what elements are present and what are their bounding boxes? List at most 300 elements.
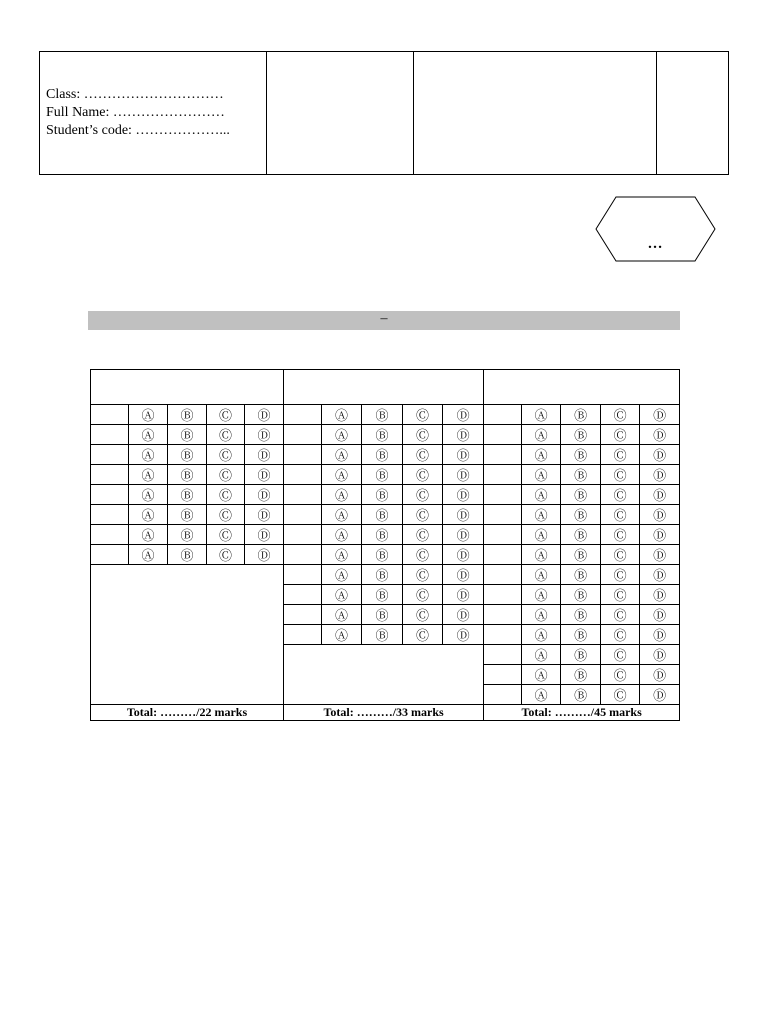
option-cell bbox=[403, 505, 443, 525]
question-number-cell bbox=[484, 445, 522, 465]
option-cell bbox=[443, 405, 484, 425]
option-cell bbox=[640, 645, 680, 665]
option-cell bbox=[322, 585, 362, 605]
bubble-b-icon[interactable]: Ⓑ bbox=[574, 489, 588, 504]
bubble-d-icon[interactable]: Ⓓ bbox=[456, 549, 470, 564]
answer-row bbox=[91, 525, 680, 545]
option-cell bbox=[362, 545, 403, 565]
bubble-b-icon[interactable]: Ⓑ bbox=[574, 449, 588, 464]
bubble-b-icon[interactable]: Ⓑ bbox=[180, 469, 194, 484]
option-cell bbox=[168, 405, 207, 425]
option-cell bbox=[640, 505, 680, 525]
option-cell bbox=[443, 445, 484, 465]
option-cell bbox=[601, 485, 640, 505]
option-cell bbox=[322, 605, 362, 625]
bubble-b-icon[interactable]: Ⓑ bbox=[180, 509, 194, 524]
bubble-b-icon[interactable]: Ⓑ bbox=[574, 409, 588, 424]
bubble-b-icon[interactable]: Ⓑ bbox=[180, 449, 194, 464]
option-cell bbox=[168, 445, 207, 465]
question-number-cell bbox=[91, 505, 129, 525]
option-cell bbox=[168, 525, 207, 545]
bubble-d-icon[interactable]: Ⓓ bbox=[653, 509, 667, 524]
bubble-c-icon[interactable]: Ⓒ bbox=[416, 489, 430, 504]
bubble-d-icon[interactable]: Ⓓ bbox=[653, 669, 667, 684]
bubble-a-icon[interactable]: Ⓐ bbox=[534, 649, 548, 664]
bubble-a-icon[interactable]: Ⓐ bbox=[534, 429, 548, 444]
part-header-row bbox=[91, 370, 680, 405]
bubble-a-icon[interactable]: Ⓐ bbox=[335, 409, 349, 424]
option-cell bbox=[129, 545, 168, 565]
part-3-header bbox=[484, 370, 680, 405]
header-blank-cell-2 bbox=[414, 52, 657, 175]
option-cell bbox=[245, 445, 284, 465]
bubble-c-icon[interactable]: Ⓒ bbox=[218, 469, 232, 484]
bubble-b-icon[interactable]: Ⓑ bbox=[375, 429, 389, 444]
bubble-a-icon[interactable]: Ⓐ bbox=[141, 509, 155, 524]
option-cell bbox=[245, 425, 284, 445]
bubble-a-icon[interactable]: Ⓐ bbox=[534, 609, 548, 624]
bubble-c-icon[interactable]: Ⓒ bbox=[416, 629, 430, 644]
bubble-d-icon[interactable]: Ⓓ bbox=[257, 409, 271, 424]
bubble-a-icon[interactable]: Ⓐ bbox=[335, 589, 349, 604]
question-number-cell bbox=[284, 405, 322, 425]
bubble-b-icon[interactable]: Ⓑ bbox=[375, 489, 389, 504]
bubble-d-icon[interactable]: Ⓓ bbox=[456, 489, 470, 504]
bubble-c-icon[interactable]: Ⓒ bbox=[613, 609, 627, 624]
option-cell bbox=[362, 525, 403, 545]
option-cell bbox=[640, 685, 680, 705]
bubble-b-icon[interactable]: Ⓑ bbox=[574, 509, 588, 524]
option-cell bbox=[561, 665, 601, 685]
bubble-d-icon[interactable]: Ⓓ bbox=[653, 489, 667, 504]
option-cell bbox=[245, 545, 284, 565]
question-number-cell bbox=[284, 485, 322, 505]
bubble-d-icon[interactable]: Ⓓ bbox=[456, 569, 470, 584]
answer-row bbox=[91, 465, 680, 485]
bubble-d-icon[interactable]: Ⓓ bbox=[456, 609, 470, 624]
bubble-a-icon[interactable]: Ⓐ bbox=[534, 629, 548, 644]
bubble-a-icon[interactable]: Ⓐ bbox=[335, 629, 349, 644]
full-name-field[interactable]: Full Name: …………………… bbox=[46, 105, 225, 120]
option-cell bbox=[362, 485, 403, 505]
question-number-cell bbox=[284, 545, 322, 565]
option-cell bbox=[601, 605, 640, 625]
bubble-d-icon[interactable]: Ⓓ bbox=[456, 529, 470, 544]
exam-code-value: … bbox=[647, 236, 664, 252]
bubble-b-icon[interactable]: Ⓑ bbox=[375, 509, 389, 524]
bubble-c-icon[interactable]: Ⓒ bbox=[416, 429, 430, 444]
bubble-d-icon[interactable]: Ⓓ bbox=[257, 429, 271, 444]
option-cell bbox=[129, 445, 168, 465]
option-cell bbox=[168, 505, 207, 525]
option-cell bbox=[403, 565, 443, 585]
bubble-b-icon[interactable]: Ⓑ bbox=[375, 469, 389, 484]
option-cell bbox=[561, 525, 601, 545]
option-cell bbox=[207, 445, 245, 465]
bubble-d-icon[interactable]: Ⓓ bbox=[653, 549, 667, 564]
option-cell bbox=[601, 425, 640, 445]
bubble-c-icon[interactable]: Ⓒ bbox=[218, 429, 232, 444]
option-cell bbox=[207, 545, 245, 565]
bubble-a-icon[interactable]: Ⓐ bbox=[534, 689, 548, 704]
bubble-d-icon[interactable]: Ⓓ bbox=[456, 589, 470, 604]
option-cell bbox=[322, 405, 362, 425]
bubble-d-icon[interactable]: Ⓓ bbox=[456, 409, 470, 424]
bubble-a-icon[interactable]: Ⓐ bbox=[534, 409, 548, 424]
option-cell bbox=[640, 405, 680, 425]
option-cell bbox=[601, 545, 640, 565]
option-cell bbox=[129, 525, 168, 545]
answer-row bbox=[91, 485, 680, 505]
option-cell bbox=[362, 625, 403, 645]
bubble-a-icon[interactable]: Ⓐ bbox=[335, 609, 349, 624]
option-cell bbox=[443, 585, 484, 605]
bubble-c-icon[interactable]: Ⓒ bbox=[613, 409, 627, 424]
bubble-d-icon[interactable]: Ⓓ bbox=[456, 429, 470, 444]
bubble-a-icon[interactable]: Ⓐ bbox=[141, 409, 155, 424]
answer-row bbox=[91, 565, 680, 585]
answer-row bbox=[91, 545, 680, 565]
class-field[interactable]: Class: ………………………… bbox=[46, 87, 224, 102]
option-cell bbox=[640, 605, 680, 625]
option-cell bbox=[403, 425, 443, 445]
option-cell bbox=[207, 505, 245, 525]
option-cell bbox=[168, 545, 207, 565]
question-number-cell bbox=[284, 445, 322, 465]
bubble-c-icon[interactable]: Ⓒ bbox=[218, 449, 232, 464]
option-cell bbox=[403, 525, 443, 545]
option-cell bbox=[561, 625, 601, 645]
bubble-c-icon[interactable]: Ⓒ bbox=[416, 549, 430, 564]
answer-row bbox=[91, 505, 680, 525]
bubble-b-icon[interactable]: Ⓑ bbox=[180, 429, 194, 444]
option-cell bbox=[522, 545, 561, 565]
option-cell bbox=[403, 485, 443, 505]
bubble-a-icon[interactable]: Ⓐ bbox=[534, 669, 548, 684]
bubble-b-icon[interactable]: Ⓑ bbox=[375, 449, 389, 464]
bubble-d-icon[interactable]: Ⓓ bbox=[257, 509, 271, 524]
question-number-cell bbox=[484, 545, 522, 565]
bubble-a-icon[interactable]: Ⓐ bbox=[141, 529, 155, 544]
bubble-b-icon[interactable]: Ⓑ bbox=[375, 589, 389, 604]
option-cell bbox=[561, 445, 601, 465]
bubble-c-icon[interactable]: Ⓒ bbox=[613, 589, 627, 604]
option-cell bbox=[640, 485, 680, 505]
question-number-cell bbox=[484, 525, 522, 545]
question-number-cell bbox=[284, 425, 322, 445]
bubble-c-icon[interactable]: Ⓒ bbox=[613, 429, 627, 444]
bubble-d-icon[interactable]: Ⓓ bbox=[653, 629, 667, 644]
option-cell bbox=[561, 485, 601, 505]
option-cell bbox=[168, 485, 207, 505]
bubble-b-icon[interactable]: Ⓑ bbox=[574, 649, 588, 664]
option-cell bbox=[322, 545, 362, 565]
section-title-bar bbox=[88, 311, 680, 330]
option-cell bbox=[601, 445, 640, 465]
bubble-d-icon[interactable]: Ⓓ bbox=[257, 469, 271, 484]
student-code-field[interactable]: Student’s code: ………………... bbox=[46, 123, 230, 138]
bubble-b-icon[interactable]: Ⓑ bbox=[574, 689, 588, 704]
question-number-cell bbox=[91, 445, 129, 465]
option-cell bbox=[245, 485, 284, 505]
option-cell bbox=[522, 425, 561, 445]
question-number-cell bbox=[484, 565, 522, 585]
question-number-cell bbox=[284, 625, 322, 645]
option-cell bbox=[601, 685, 640, 705]
option-cell bbox=[522, 505, 561, 525]
part-1-empty-area bbox=[91, 565, 284, 705]
option-cell bbox=[207, 485, 245, 505]
answer-row bbox=[91, 445, 680, 465]
bubble-a-icon[interactable]: Ⓐ bbox=[141, 489, 155, 504]
bubble-d-icon[interactable]: Ⓓ bbox=[456, 629, 470, 644]
option-cell bbox=[129, 505, 168, 525]
option-cell bbox=[522, 665, 561, 685]
option-cell bbox=[443, 525, 484, 545]
bubble-a-icon[interactable]: Ⓐ bbox=[534, 569, 548, 584]
question-number-cell bbox=[91, 405, 129, 425]
option-cell bbox=[561, 645, 601, 665]
bubble-d-icon[interactable]: Ⓓ bbox=[257, 549, 271, 564]
option-cell bbox=[561, 565, 601, 585]
bubble-b-icon[interactable]: Ⓑ bbox=[375, 629, 389, 644]
bubble-d-icon[interactable]: Ⓓ bbox=[653, 469, 667, 484]
option-cell bbox=[207, 425, 245, 445]
answer-sheet-table bbox=[90, 369, 680, 721]
bubble-a-icon[interactable]: Ⓐ bbox=[335, 429, 349, 444]
bubble-a-icon[interactable]: Ⓐ bbox=[335, 569, 349, 584]
header-info-table bbox=[39, 51, 729, 175]
bubble-b-icon[interactable]: Ⓑ bbox=[574, 469, 588, 484]
bubble-c-icon[interactable]: Ⓒ bbox=[416, 589, 430, 604]
bubble-a-icon[interactable]: Ⓐ bbox=[335, 449, 349, 464]
bubble-d-icon[interactable]: Ⓓ bbox=[653, 429, 667, 444]
bubble-c-icon[interactable]: Ⓒ bbox=[416, 409, 430, 424]
bubble-a-icon[interactable]: Ⓐ bbox=[534, 529, 548, 544]
option-cell bbox=[245, 525, 284, 545]
bubble-d-icon[interactable]: Ⓓ bbox=[653, 449, 667, 464]
bubble-b-icon[interactable]: Ⓑ bbox=[574, 589, 588, 604]
option-cell bbox=[561, 505, 601, 525]
option-cell bbox=[362, 405, 403, 425]
bubble-a-icon[interactable]: Ⓐ bbox=[534, 589, 548, 604]
bubble-b-icon[interactable]: Ⓑ bbox=[574, 569, 588, 584]
bubble-c-icon[interactable]: Ⓒ bbox=[613, 469, 627, 484]
bubble-a-icon[interactable]: Ⓐ bbox=[141, 429, 155, 444]
question-number-cell bbox=[484, 605, 522, 625]
bubble-c-icon[interactable]: Ⓒ bbox=[218, 489, 232, 504]
option-cell bbox=[443, 425, 484, 445]
header-blank-cell-3 bbox=[657, 52, 729, 175]
bubble-a-icon[interactable]: Ⓐ bbox=[141, 449, 155, 464]
option-cell bbox=[403, 545, 443, 565]
bubble-a-icon[interactable]: Ⓐ bbox=[141, 549, 155, 564]
bubble-a-icon[interactable]: Ⓐ bbox=[335, 489, 349, 504]
bubble-c-icon[interactable]: Ⓒ bbox=[416, 509, 430, 524]
option-cell bbox=[561, 405, 601, 425]
option-cell bbox=[601, 585, 640, 605]
bubble-b-icon[interactable]: Ⓑ bbox=[180, 409, 194, 424]
bubble-a-icon[interactable]: Ⓐ bbox=[335, 549, 349, 564]
option-cell bbox=[601, 645, 640, 665]
bubble-c-icon[interactable]: Ⓒ bbox=[218, 409, 232, 424]
bubble-c-icon[interactable]: Ⓒ bbox=[416, 529, 430, 544]
bubble-b-icon[interactable]: Ⓑ bbox=[375, 409, 389, 424]
option-cell bbox=[129, 425, 168, 445]
option-cell bbox=[322, 465, 362, 485]
bubble-a-icon[interactable]: Ⓐ bbox=[534, 489, 548, 504]
option-cell bbox=[322, 525, 362, 545]
option-cell bbox=[561, 545, 601, 565]
bubble-d-icon[interactable]: Ⓓ bbox=[653, 589, 667, 604]
bubble-d-icon[interactable]: Ⓓ bbox=[456, 449, 470, 464]
bubble-b-icon[interactable]: Ⓑ bbox=[375, 609, 389, 624]
question-number-cell bbox=[284, 565, 322, 585]
option-cell bbox=[362, 445, 403, 465]
bubble-b-icon[interactable]: Ⓑ bbox=[180, 549, 194, 564]
option-cell bbox=[561, 685, 601, 705]
bubble-d-icon[interactable]: Ⓓ bbox=[653, 609, 667, 624]
question-number-cell bbox=[91, 545, 129, 565]
option-cell bbox=[640, 565, 680, 585]
option-cell bbox=[522, 625, 561, 645]
bubble-b-icon[interactable]: Ⓑ bbox=[375, 549, 389, 564]
option-cell bbox=[443, 465, 484, 485]
bubble-d-icon[interactable]: Ⓓ bbox=[257, 489, 271, 504]
option-cell bbox=[129, 465, 168, 485]
option-cell bbox=[561, 585, 601, 605]
option-cell bbox=[207, 405, 245, 425]
exam-code-hexagon bbox=[595, 196, 716, 262]
option-cell bbox=[561, 425, 601, 445]
bubble-c-icon[interactable]: Ⓒ bbox=[416, 569, 430, 584]
bubble-c-icon[interactable]: Ⓒ bbox=[613, 509, 627, 524]
option-cell bbox=[640, 585, 680, 605]
bubble-c-icon[interactable]: Ⓒ bbox=[613, 629, 627, 644]
bubble-c-icon[interactable]: Ⓒ bbox=[613, 689, 627, 704]
bubble-d-icon[interactable]: Ⓓ bbox=[653, 649, 667, 664]
bubble-b-icon[interactable]: Ⓑ bbox=[574, 429, 588, 444]
bubble-c-icon[interactable]: Ⓒ bbox=[613, 669, 627, 684]
totals-row bbox=[91, 705, 680, 721]
bubble-b-icon[interactable]: Ⓑ bbox=[574, 609, 588, 624]
bubble-d-icon[interactable]: Ⓓ bbox=[653, 689, 667, 704]
bubble-d-icon[interactable]: Ⓓ bbox=[653, 409, 667, 424]
option-cell bbox=[601, 565, 640, 585]
bubble-a-icon[interactable]: Ⓐ bbox=[534, 509, 548, 524]
option-cell bbox=[129, 405, 168, 425]
answer-row bbox=[91, 425, 680, 445]
option-cell bbox=[640, 425, 680, 445]
bubble-d-icon[interactable]: Ⓓ bbox=[257, 449, 271, 464]
student-info-cell bbox=[40, 52, 267, 175]
question-number-cell bbox=[284, 585, 322, 605]
bubble-d-icon[interactable]: Ⓓ bbox=[456, 469, 470, 484]
bubble-c-icon[interactable]: Ⓒ bbox=[218, 509, 232, 524]
question-number-cell bbox=[284, 505, 322, 525]
bubble-b-icon[interactable]: Ⓑ bbox=[180, 489, 194, 504]
option-cell bbox=[601, 665, 640, 685]
bubble-a-icon[interactable]: Ⓐ bbox=[335, 509, 349, 524]
question-number-cell bbox=[484, 405, 522, 425]
bubble-d-icon[interactable]: Ⓓ bbox=[456, 509, 470, 524]
bubble-c-icon[interactable]: Ⓒ bbox=[416, 609, 430, 624]
option-cell bbox=[322, 425, 362, 445]
answer-row bbox=[91, 405, 680, 425]
bubble-b-icon[interactable]: Ⓑ bbox=[180, 529, 194, 544]
option-cell bbox=[522, 605, 561, 625]
bubble-c-icon[interactable]: Ⓒ bbox=[613, 549, 627, 564]
option-cell bbox=[640, 465, 680, 485]
option-cell bbox=[522, 525, 561, 545]
option-cell bbox=[362, 465, 403, 485]
option-cell bbox=[522, 585, 561, 605]
question-number-cell bbox=[484, 625, 522, 645]
part-2-empty-area bbox=[284, 645, 484, 705]
option-cell bbox=[403, 445, 443, 465]
option-cell bbox=[403, 585, 443, 605]
option-cell bbox=[362, 425, 403, 445]
option-cell bbox=[403, 465, 443, 485]
option-cell bbox=[443, 485, 484, 505]
bubble-c-icon[interactable]: Ⓒ bbox=[613, 649, 627, 664]
option-cell bbox=[443, 505, 484, 525]
option-cell bbox=[522, 485, 561, 505]
option-cell bbox=[207, 465, 245, 485]
bubble-d-icon[interactable]: Ⓓ bbox=[653, 569, 667, 584]
bubble-b-icon[interactable]: Ⓑ bbox=[574, 529, 588, 544]
bubble-a-icon[interactable]: Ⓐ bbox=[534, 549, 548, 564]
bubble-c-icon[interactable]: Ⓒ bbox=[416, 469, 430, 484]
option-cell bbox=[522, 405, 561, 425]
bubble-b-icon[interactable]: Ⓑ bbox=[574, 669, 588, 684]
bubble-a-icon[interactable]: Ⓐ bbox=[141, 469, 155, 484]
bubble-a-icon[interactable]: Ⓐ bbox=[534, 449, 548, 464]
bubble-d-icon[interactable]: Ⓓ bbox=[653, 529, 667, 544]
question-number-cell bbox=[91, 485, 129, 505]
bubble-c-icon[interactable]: Ⓒ bbox=[613, 529, 627, 544]
option-cell bbox=[443, 625, 484, 645]
bubble-a-icon[interactable]: Ⓐ bbox=[335, 529, 349, 544]
option-cell bbox=[362, 585, 403, 605]
bubble-a-icon[interactable]: Ⓐ bbox=[534, 469, 548, 484]
bubble-b-icon[interactable]: Ⓑ bbox=[574, 629, 588, 644]
option-cell bbox=[443, 605, 484, 625]
bubble-c-icon[interactable]: Ⓒ bbox=[613, 569, 627, 584]
option-cell bbox=[362, 605, 403, 625]
question-number-cell bbox=[284, 605, 322, 625]
bubble-c-icon[interactable]: Ⓒ bbox=[613, 489, 627, 504]
option-cell bbox=[601, 405, 640, 425]
bubble-b-icon[interactable]: Ⓑ bbox=[574, 549, 588, 564]
part-2-header bbox=[284, 370, 484, 405]
bubble-b-icon[interactable]: Ⓑ bbox=[375, 529, 389, 544]
question-number-cell bbox=[484, 505, 522, 525]
option-cell bbox=[561, 465, 601, 485]
bubble-a-icon[interactable]: Ⓐ bbox=[335, 469, 349, 484]
bubble-c-icon[interactable]: Ⓒ bbox=[218, 529, 232, 544]
option-cell bbox=[245, 505, 284, 525]
bubble-d-icon[interactable]: Ⓓ bbox=[257, 529, 271, 544]
bubble-c-icon[interactable]: Ⓒ bbox=[218, 549, 232, 564]
question-number-cell bbox=[91, 425, 129, 445]
bubble-b-icon[interactable]: Ⓑ bbox=[375, 569, 389, 584]
option-cell bbox=[522, 565, 561, 585]
bubble-c-icon[interactable]: Ⓒ bbox=[613, 449, 627, 464]
option-cell bbox=[640, 525, 680, 545]
option-cell bbox=[168, 425, 207, 445]
bubble-c-icon[interactable]: Ⓒ bbox=[416, 449, 430, 464]
